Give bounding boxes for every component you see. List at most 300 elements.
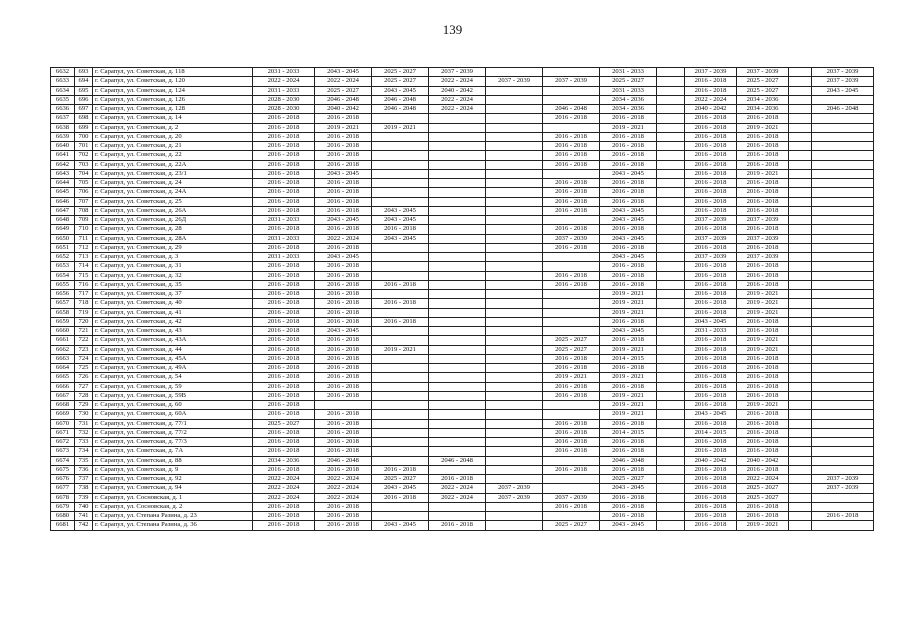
address-cell: г. Сарапул, ул. Степана Разина, д. 36 <box>93 521 253 530</box>
period-cell <box>486 447 543 456</box>
period-cell: 2019 - 2021 <box>600 401 657 410</box>
period-cell: 2019 - 2021 <box>600 290 657 299</box>
table-row <box>51 151 874 160</box>
period-cell <box>543 253 600 262</box>
period-cell: 2014 - 2015 <box>685 428 737 437</box>
period-cell: 2016 - 2018 <box>315 188 372 197</box>
period-cell: 2016 - 2018 <box>543 197 600 206</box>
period-cell: 2016 - 2018 <box>685 308 737 317</box>
period-cell: 2022 - 2024 <box>429 493 486 502</box>
period-cell <box>657 151 685 160</box>
period-cell: 2016 - 2018 <box>685 77 737 86</box>
period-cell <box>657 493 685 502</box>
period-cell: 2016 - 2018 <box>315 364 372 373</box>
period-cell: 2016 - 2018 <box>600 382 657 391</box>
address-cell: г. Сарапул, ул. Советская, д. 118 <box>93 68 253 77</box>
period-cell <box>812 327 874 336</box>
period-cell: 2046 - 2048 <box>315 456 372 465</box>
period-cell: 2043 - 2045 <box>600 253 657 262</box>
period-cell: 2043 - 2045 <box>685 410 737 419</box>
period-cell <box>657 327 685 336</box>
period-cell <box>657 225 685 234</box>
address-cell: г. Сарапул, ул. Советская, д. 7А <box>93 447 253 456</box>
period-cell <box>543 308 600 317</box>
period-cell <box>812 521 874 530</box>
period-cell: 2016 - 2018 <box>600 502 657 511</box>
row-number: 6661 <box>51 336 75 345</box>
period-cell: 2025 - 2027 <box>372 68 429 77</box>
period-cell: 2016 - 2018 <box>600 243 657 252</box>
period-cell <box>372 373 429 382</box>
period-cell: 2016 - 2018 <box>737 188 789 197</box>
address-cell: г. Сарапул, ул. Сосновская, д. 1 <box>93 493 253 502</box>
period-cell <box>812 188 874 197</box>
period-cell <box>789 382 812 391</box>
period-cell <box>429 410 486 419</box>
table-row <box>51 68 874 77</box>
period-cell: 2016 - 2018 <box>600 179 657 188</box>
period-cell: 2037 - 2039 <box>737 234 789 243</box>
period-cell <box>789 151 812 160</box>
address-cell: г. Сарапул, ул. Советская, д. 88 <box>93 456 253 465</box>
period-cell <box>789 77 812 86</box>
row-number: 6672 <box>51 438 75 447</box>
period-cell: 2037 - 2039 <box>685 68 737 77</box>
period-cell <box>812 419 874 428</box>
address-cell: г. Сарапул, ул. Советская, д. 126 <box>93 95 253 104</box>
period-cell: 2016 - 2018 <box>543 188 600 197</box>
period-cell: 2025 - 2027 <box>543 336 600 345</box>
address-number: 703 <box>75 160 93 169</box>
period-cell <box>789 438 812 447</box>
period-cell <box>812 290 874 299</box>
address-cell: г. Сарапул, ул. Советская, д. 24А <box>93 188 253 197</box>
address-cell: г. Сарапул, ул. Советская, д. 44 <box>93 345 253 354</box>
table-row <box>51 493 874 502</box>
period-cell: 2031 - 2033 <box>253 86 315 95</box>
period-cell <box>812 243 874 252</box>
row-number: 6665 <box>51 373 75 382</box>
period-cell: 2037 - 2039 <box>737 253 789 262</box>
period-cell: 2016 - 2018 <box>315 512 372 521</box>
address-number: 712 <box>75 243 93 252</box>
period-cell: 2046 - 2048 <box>315 95 372 104</box>
address-cell: г. Сарапул, ул. Советская, д. 23/1 <box>93 169 253 178</box>
address-number: 717 <box>75 290 93 299</box>
address-cell: г. Сарапул, ул. Советская, д. 59В <box>93 391 253 400</box>
period-cell: 2016 - 2018 <box>737 391 789 400</box>
period-cell: 2019 - 2021 <box>737 308 789 317</box>
period-cell <box>372 160 429 169</box>
period-cell <box>812 382 874 391</box>
period-cell <box>486 391 543 400</box>
period-cell: 2016 - 2018 <box>737 271 789 280</box>
period-cell <box>789 271 812 280</box>
address-number: 716 <box>75 280 93 289</box>
row-number: 6658 <box>51 308 75 317</box>
period-cell: 2016 - 2018 <box>543 447 600 456</box>
period-cell: 2016 - 2018 <box>685 364 737 373</box>
period-cell: 2016 - 2018 <box>315 410 372 419</box>
table-row <box>51 401 874 410</box>
table-row <box>51 262 874 271</box>
period-cell <box>657 475 685 484</box>
table-row <box>51 327 874 336</box>
address-cell: г. Сарапул, ул. Советская, д. 37 <box>93 290 253 299</box>
period-cell <box>429 216 486 225</box>
period-cell <box>657 77 685 86</box>
period-cell <box>812 132 874 141</box>
period-cell <box>657 521 685 530</box>
period-cell: 2016 - 2018 <box>685 512 737 521</box>
period-cell <box>657 95 685 104</box>
period-cell: 2016 - 2018 <box>543 243 600 252</box>
period-cell: 2043 - 2045 <box>315 68 372 77</box>
period-cell: 2016 - 2018 <box>685 280 737 289</box>
table-row <box>51 373 874 382</box>
address-number: 733 <box>75 438 93 447</box>
period-cell: 2043 - 2045 <box>315 169 372 178</box>
period-cell <box>543 216 600 225</box>
period-cell: 2043 - 2045 <box>600 206 657 215</box>
period-cell <box>789 447 812 456</box>
period-cell <box>657 188 685 197</box>
period-cell: 2025 - 2027 <box>737 484 789 493</box>
period-cell <box>657 512 685 521</box>
period-cell <box>789 206 812 215</box>
period-cell: 2043 - 2045 <box>372 206 429 215</box>
period-cell <box>657 364 685 373</box>
period-cell <box>812 169 874 178</box>
row-number: 6670 <box>51 419 75 428</box>
period-cell <box>657 373 685 382</box>
period-cell: 2040 - 2042 <box>685 105 737 114</box>
address-cell: г. Сарапул, ул. Советская, д. 20 <box>93 132 253 141</box>
address-number: 720 <box>75 317 93 326</box>
period-cell <box>812 123 874 132</box>
address-number: 729 <box>75 401 93 410</box>
period-cell: 2022 - 2024 <box>315 484 372 493</box>
period-cell: 2016 - 2018 <box>685 123 737 132</box>
period-cell <box>429 234 486 243</box>
period-cell: 2016 - 2018 <box>372 493 429 502</box>
table-row <box>51 114 874 123</box>
period-cell <box>812 160 874 169</box>
period-cell <box>812 410 874 419</box>
period-cell <box>372 197 429 206</box>
period-cell <box>429 290 486 299</box>
row-number: 6671 <box>51 428 75 437</box>
period-cell: 2022 - 2024 <box>253 484 315 493</box>
address-cell: г. Сарапул, ул. Сосновская, д. 2 <box>93 502 253 511</box>
table-row <box>51 290 874 299</box>
period-cell: 2022 - 2024 <box>315 77 372 86</box>
period-cell <box>789 253 812 262</box>
address-number: 697 <box>75 105 93 114</box>
period-cell: 2043 - 2045 <box>600 484 657 493</box>
period-cell: 2016 - 2018 <box>685 354 737 363</box>
row-number: 6676 <box>51 475 75 484</box>
period-cell <box>789 401 812 410</box>
period-cell <box>372 271 429 280</box>
period-cell: 2016 - 2018 <box>372 465 429 474</box>
row-number: 6650 <box>51 234 75 243</box>
period-cell <box>812 262 874 271</box>
period-cell: 2043 - 2045 <box>685 317 737 326</box>
period-cell: 2016 - 2018 <box>685 197 737 206</box>
address-number: 700 <box>75 132 93 141</box>
period-cell <box>789 216 812 225</box>
period-cell <box>543 484 600 493</box>
period-cell <box>657 68 685 77</box>
period-cell: 2016 - 2018 <box>685 382 737 391</box>
period-cell: 2016 - 2018 <box>543 354 600 363</box>
period-cell: 2016 - 2018 <box>737 364 789 373</box>
period-cell: 2043 - 2045 <box>600 169 657 178</box>
period-cell <box>429 132 486 141</box>
table-row <box>51 216 874 225</box>
period-cell: 2016 - 2018 <box>685 465 737 474</box>
row-number: 6652 <box>51 253 75 262</box>
period-cell: 2016 - 2018 <box>737 179 789 188</box>
period-cell <box>657 123 685 132</box>
period-cell: 2016 - 2018 <box>600 447 657 456</box>
period-cell: 2037 - 2039 <box>812 475 874 484</box>
period-cell <box>657 290 685 299</box>
period-cell <box>486 336 543 345</box>
period-cell <box>486 188 543 197</box>
period-cell: 2016 - 2018 <box>253 114 315 123</box>
period-cell <box>372 364 429 373</box>
address-cell: г. Сарапул, ул. Советская, д. 35 <box>93 280 253 289</box>
period-cell <box>486 169 543 178</box>
period-cell: 2016 - 2018 <box>315 197 372 206</box>
period-cell: 2016 - 2018 <box>372 280 429 289</box>
period-cell <box>657 484 685 493</box>
address-cell: г. Сарапул, ул. Советская, д. 43А <box>93 336 253 345</box>
period-cell <box>429 299 486 308</box>
period-cell: 2016 - 2018 <box>253 364 315 373</box>
address-number: 725 <box>75 364 93 373</box>
period-cell <box>486 142 543 151</box>
period-cell <box>543 123 600 132</box>
period-cell: 2019 - 2021 <box>737 401 789 410</box>
row-number: 6635 <box>51 95 75 104</box>
schedule-table <box>50 67 874 531</box>
period-cell <box>429 308 486 317</box>
period-cell <box>657 243 685 252</box>
period-cell: 2016 - 2018 <box>685 132 737 141</box>
period-cell: 2016 - 2018 <box>253 243 315 252</box>
address-number: 732 <box>75 428 93 437</box>
row-number: 6660 <box>51 327 75 336</box>
period-cell <box>429 373 486 382</box>
period-cell: 2034 - 2036 <box>600 95 657 104</box>
period-cell <box>486 290 543 299</box>
period-cell <box>429 188 486 197</box>
period-cell: 2043 - 2045 <box>600 327 657 336</box>
period-cell <box>429 512 486 521</box>
period-cell <box>486 512 543 521</box>
table-row <box>51 253 874 262</box>
period-cell <box>789 262 812 271</box>
period-cell <box>657 502 685 511</box>
period-cell: 2014 - 2015 <box>600 428 657 437</box>
address-cell: г. Сарапул, ул. Советская, д. 26Д <box>93 216 253 225</box>
period-cell: 2022 - 2024 <box>685 95 737 104</box>
address-number: 739 <box>75 493 93 502</box>
page-number: 139 <box>442 22 463 37</box>
period-cell <box>486 502 543 511</box>
period-cell: 2016 - 2018 <box>737 280 789 289</box>
period-cell: 2016 - 2018 <box>737 151 789 160</box>
period-cell: 2016 - 2018 <box>685 484 737 493</box>
row-number: 6637 <box>51 114 75 123</box>
period-cell: 2016 - 2018 <box>685 502 737 511</box>
period-cell <box>486 475 543 484</box>
table-row <box>51 77 874 86</box>
period-cell <box>372 290 429 299</box>
row-number: 6674 <box>51 456 75 465</box>
period-cell: 2016 - 2018 <box>685 142 737 151</box>
row-number: 6632 <box>51 68 75 77</box>
period-cell <box>657 382 685 391</box>
period-cell: 2016 - 2018 <box>685 345 737 354</box>
period-cell: 2031 - 2033 <box>253 253 315 262</box>
period-cell: 2022 - 2024 <box>315 234 372 243</box>
address-number: 730 <box>75 410 93 419</box>
row-number: 6642 <box>51 160 75 169</box>
period-cell: 2016 - 2018 <box>685 391 737 400</box>
period-cell <box>657 401 685 410</box>
period-cell: 2016 - 2018 <box>253 521 315 530</box>
period-cell: 2016 - 2018 <box>685 447 737 456</box>
period-cell: 2016 - 2018 <box>685 493 737 502</box>
period-cell <box>657 456 685 465</box>
period-cell: 2016 - 2018 <box>737 142 789 151</box>
address-number: 707 <box>75 197 93 206</box>
period-cell <box>429 123 486 132</box>
period-cell <box>789 308 812 317</box>
period-cell: 2016 - 2018 <box>253 179 315 188</box>
table-row <box>51 179 874 188</box>
period-cell <box>812 373 874 382</box>
table-row <box>51 197 874 206</box>
address-cell: г. Сарапул, ул. Советская, д. 77/3 <box>93 438 253 447</box>
period-cell: 2016 - 2018 <box>685 160 737 169</box>
period-cell: 2016 - 2018 <box>600 493 657 502</box>
period-cell: 2016 - 2018 <box>315 354 372 363</box>
period-cell: 2043 - 2045 <box>600 216 657 225</box>
period-cell: 2014 - 2015 <box>600 354 657 363</box>
period-cell <box>789 68 812 77</box>
address-cell: г. Сарапул, ул. Советская, д. 60А <box>93 410 253 419</box>
period-cell <box>372 456 429 465</box>
period-cell <box>372 243 429 252</box>
period-cell: 2028 - 2030 <box>253 95 315 104</box>
table-row <box>51 391 874 400</box>
period-cell: 2016 - 2018 <box>253 225 315 234</box>
period-cell: 2016 - 2018 <box>737 225 789 234</box>
period-cell: 2016 - 2018 <box>600 512 657 521</box>
address-number: 742 <box>75 521 93 530</box>
address-cell: г. Сарапул, ул. Советская, д. 43 <box>93 327 253 336</box>
period-cell: 2037 - 2039 <box>486 484 543 493</box>
period-cell <box>486 132 543 141</box>
address-cell: г. Сарапул, ул. Советская, д. 40 <box>93 299 253 308</box>
period-cell <box>789 188 812 197</box>
period-cell <box>429 151 486 160</box>
period-cell: 2016 - 2018 <box>685 114 737 123</box>
period-cell <box>486 225 543 234</box>
period-cell: 2031 - 2033 <box>253 234 315 243</box>
address-cell: г. Сарапул, ул. Советская, д. 31 <box>93 262 253 271</box>
period-cell <box>812 345 874 354</box>
period-cell <box>372 391 429 400</box>
row-number: 6636 <box>51 105 75 114</box>
period-cell: 2019 - 2021 <box>315 123 372 132</box>
period-cell <box>789 160 812 169</box>
period-cell <box>657 299 685 308</box>
period-cell: 2016 - 2018 <box>372 225 429 234</box>
period-cell: 2016 - 2018 <box>685 475 737 484</box>
period-cell: 2043 - 2045 <box>372 521 429 530</box>
period-cell: 2016 - 2018 <box>253 336 315 345</box>
period-cell: 2016 - 2018 <box>315 428 372 437</box>
period-cell: 2016 - 2018 <box>253 502 315 511</box>
period-cell: 2034 - 2036 <box>600 105 657 114</box>
period-cell <box>812 401 874 410</box>
period-cell: 2016 - 2018 <box>737 197 789 206</box>
address-number: 706 <box>75 188 93 197</box>
period-cell <box>789 169 812 178</box>
row-number: 6647 <box>51 206 75 215</box>
period-cell: 2046 - 2048 <box>372 95 429 104</box>
period-cell <box>486 197 543 206</box>
period-cell <box>789 105 812 114</box>
period-cell <box>429 179 486 188</box>
address-cell: г. Сарапул, ул. Советская, д. 124 <box>93 86 253 95</box>
address-cell: г. Сарапул, ул. Советская, д. 41 <box>93 308 253 317</box>
period-cell: 2016 - 2018 <box>737 262 789 271</box>
row-number: 6668 <box>51 401 75 410</box>
period-cell <box>812 253 874 262</box>
period-cell: 2037 - 2039 <box>429 68 486 77</box>
period-cell: 2016 - 2018 <box>600 465 657 474</box>
address-number: 709 <box>75 216 93 225</box>
row-number: 6659 <box>51 317 75 326</box>
period-cell <box>812 493 874 502</box>
period-cell: 2016 - 2018 <box>253 197 315 206</box>
address-cell: г. Сарапул, ул. Советская, д. 94 <box>93 484 253 493</box>
period-cell <box>486 465 543 474</box>
period-cell <box>372 262 429 271</box>
period-cell <box>429 253 486 262</box>
address-cell: г. Сарапул, ул. Советская, д. 77/1 <box>93 419 253 428</box>
period-cell: 2016 - 2018 <box>253 280 315 289</box>
period-cell <box>372 308 429 317</box>
period-cell <box>812 456 874 465</box>
row-number: 6654 <box>51 271 75 280</box>
period-cell: 2016 - 2018 <box>315 142 372 151</box>
address-number: 705 <box>75 179 93 188</box>
period-cell: 2016 - 2018 <box>737 447 789 456</box>
period-cell <box>486 419 543 428</box>
period-cell <box>789 419 812 428</box>
address-cell: г. Сарапул, ул. Советская, д. 128 <box>93 105 253 114</box>
period-cell: 2019 - 2021 <box>737 290 789 299</box>
period-cell: 2022 - 2024 <box>315 493 372 502</box>
